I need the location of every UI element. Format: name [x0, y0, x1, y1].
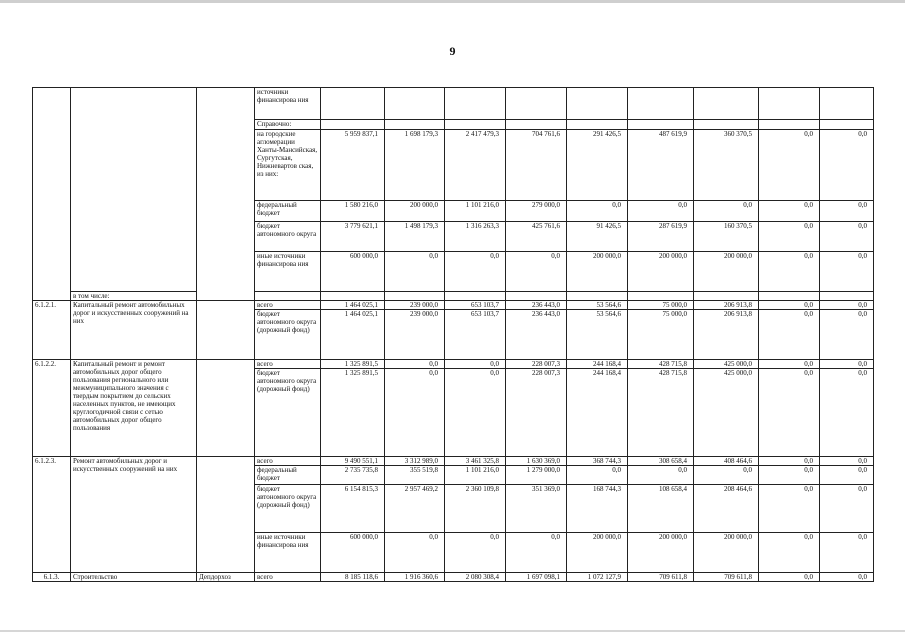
cell-value: 279 000,0 — [506, 201, 567, 222]
cell-value — [820, 88, 874, 120]
cell-value — [506, 120, 567, 130]
cell-value: 200 000,0 — [694, 252, 759, 292]
cell-value: 200 000,0 — [567, 252, 628, 292]
cell-value: 108 658,4 — [628, 485, 694, 533]
cell-value — [694, 292, 759, 301]
cell-value — [820, 292, 874, 301]
row-source: всего — [255, 573, 321, 582]
cell-value: 1 325 891,5 — [321, 360, 385, 369]
cell-value: 653 103,7 — [445, 301, 506, 310]
budget-table — [32, 87, 874, 582]
cell-value: 368 744,3 — [567, 457, 628, 466]
cell-value: 0,0 — [759, 310, 820, 360]
row-name — [71, 88, 197, 292]
cell-value — [567, 88, 628, 120]
cell-value: 1 580 216,0 — [321, 201, 385, 222]
cell-value: 228 007,3 — [506, 369, 567, 457]
cell-value: 0,0 — [820, 301, 874, 310]
cell-value: 0,0 — [567, 201, 628, 222]
row-executor — [197, 88, 255, 301]
cell-value: 3 779 621,1 — [321, 222, 385, 252]
row-name: Строительство — [71, 573, 197, 582]
cell-value: 168 744,3 — [567, 485, 628, 533]
cell-value: 600 000,0 — [321, 252, 385, 292]
cell-value: 0,0 — [820, 201, 874, 222]
cell-value: 1 072 127,9 — [567, 573, 628, 582]
cell-value: 0,0 — [820, 573, 874, 582]
row-id: 6.1.2.3. — [33, 457, 71, 573]
cell-value: 0,0 — [385, 360, 445, 369]
cell-value: 1 698 179,3 — [385, 130, 445, 201]
row-source: иные источники финансирова ния — [255, 252, 321, 292]
cell-value — [445, 120, 506, 130]
cell-value: 239 000,0 — [385, 310, 445, 360]
cell-value: 0,0 — [445, 360, 506, 369]
cell-value: 704 761,6 — [506, 130, 567, 201]
cell-value: 0,0 — [759, 533, 820, 573]
cell-value: 0,0 — [759, 201, 820, 222]
cell-value: 91 426,5 — [567, 222, 628, 252]
cell-value: 408 464,6 — [694, 457, 759, 466]
cell-value — [628, 88, 694, 120]
row-source: на городские агломерации Ханты-Мансийская, Сургутская, Нижневартов ская, из них: — [255, 130, 321, 201]
cell-value — [321, 120, 385, 130]
cell-value: 244 168,4 — [567, 360, 628, 369]
cell-value: 287 619,9 — [628, 222, 694, 252]
cell-value — [506, 88, 567, 120]
cell-value — [321, 292, 385, 301]
cell-value: 0,0 — [820, 369, 874, 457]
cell-value — [567, 292, 628, 301]
cell-value: 5 959 837,1 — [321, 130, 385, 201]
cell-value: 0,0 — [820, 466, 874, 485]
cell-value: 1 498 179,3 — [385, 222, 445, 252]
cell-value: 0,0 — [759, 573, 820, 582]
row-source: бюджет автономного округа (дорожный фонд) — [255, 369, 321, 457]
cell-value: 0,0 — [759, 485, 820, 533]
cell-value: 0,0 — [759, 466, 820, 485]
cell-value: 2 957 469,2 — [385, 485, 445, 533]
cell-value: 351 369,0 — [506, 485, 567, 533]
cell-value: 0,0 — [820, 252, 874, 292]
cell-value: 0,0 — [445, 252, 506, 292]
cell-value: 200 000,0 — [628, 533, 694, 573]
row-id: 6.1.2.2. — [33, 360, 71, 457]
cell-value: 0,0 — [820, 485, 874, 533]
cell-value — [628, 120, 694, 130]
cell-value — [385, 120, 445, 130]
cell-value: 0,0 — [628, 466, 694, 485]
cell-value: 0,0 — [820, 130, 874, 201]
cell-value: 0,0 — [567, 466, 628, 485]
row-source: иные источники финансирова ния — [255, 533, 321, 573]
cell-value: 200 000,0 — [694, 533, 759, 573]
cell-value: 291 426,5 — [567, 130, 628, 201]
row-source: всего — [255, 457, 321, 466]
cell-value: 200 000,0 — [567, 533, 628, 573]
cell-value: 8 185 118,6 — [321, 573, 385, 582]
cell-value: 653 103,7 — [445, 310, 506, 360]
cell-value: 239 000,0 — [385, 301, 445, 310]
cell-value — [759, 292, 820, 301]
cell-value: 236 443,0 — [506, 310, 567, 360]
cell-value: 360 370,5 — [694, 130, 759, 201]
row-name: Капитальный ремонт и ремонт автомобильных дорог общего пользования регионального или межмуниципального значения с твердым покрытием до сельских населенных пунктов, не имеющих круглогодичной связи с сетью автомобильных дорог общего пользования — [71, 360, 197, 457]
cell-value: 0,0 — [759, 252, 820, 292]
row-source: федеральный бюджет — [255, 201, 321, 222]
cell-value: 2 360 109,8 — [445, 485, 506, 533]
cell-value: 0,0 — [820, 533, 874, 573]
cell-value: 1 279 000,0 — [506, 466, 567, 485]
row-executor — [197, 360, 255, 457]
cell-value: 53 564,6 — [567, 301, 628, 310]
cell-value: 200 000,0 — [628, 252, 694, 292]
row-source: всего — [255, 360, 321, 369]
cell-value: 0,0 — [445, 369, 506, 457]
cell-value: 244 168,4 — [567, 369, 628, 457]
row-source: всего — [255, 301, 321, 310]
cell-value: 0,0 — [694, 466, 759, 485]
cell-value: 3 312 989,0 — [385, 457, 445, 466]
cell-value — [759, 120, 820, 130]
row-source: федеральный бюджет — [255, 466, 321, 485]
cell-value: 0,0 — [759, 457, 820, 466]
cell-value — [567, 120, 628, 130]
cell-value: 0,0 — [759, 360, 820, 369]
cell-value — [445, 88, 506, 120]
cell-value — [820, 120, 874, 130]
cell-value: 206 913,8 — [694, 310, 759, 360]
scan-edge-bottom — [0, 630, 905, 632]
cell-value: 2 417 479,3 — [445, 130, 506, 201]
cell-value: 206 913,8 — [694, 301, 759, 310]
cell-value: 0,0 — [820, 360, 874, 369]
cell-value: 2 080 308,4 — [445, 573, 506, 582]
cell-value: 236 443,0 — [506, 301, 567, 310]
cell-value: 1 316 263,3 — [445, 222, 506, 252]
cell-value: 6 154 815,3 — [321, 485, 385, 533]
table-row — [33, 88, 874, 120]
cell-value: 1 697 098,1 — [506, 573, 567, 582]
row-executor — [197, 301, 255, 360]
row-name: Капитальный ремонт автомобильных дорог и искусственных сооружений на них — [71, 301, 197, 360]
cell-value: 1 325 891,5 — [321, 369, 385, 457]
cell-value: 425 000,0 — [694, 360, 759, 369]
table-row — [33, 573, 874, 582]
row-id: 6.1.2.1. — [33, 301, 71, 360]
row-source: бюджет автономного округа (дорожный фонд) — [255, 485, 321, 533]
cell-value — [759, 88, 820, 120]
cell-value: 53 564,6 — [567, 310, 628, 360]
cell-value: 425 761,6 — [506, 222, 567, 252]
row-source: бюджет автономного округа — [255, 222, 321, 252]
cell-value: 0,0 — [445, 533, 506, 573]
cell-value: 487 619,9 — [628, 130, 694, 201]
cell-value: 1 464 025,1 — [321, 310, 385, 360]
row-executor: Депдорхоз — [197, 573, 255, 582]
cell-value: 0,0 — [694, 201, 759, 222]
cell-value: 308 658,4 — [628, 457, 694, 466]
cell-value: 208 464,6 — [694, 485, 759, 533]
cell-value: 355 519,8 — [385, 466, 445, 485]
cell-value: 600 000,0 — [321, 533, 385, 573]
row-executor — [197, 457, 255, 573]
cell-value: 1 630 369,0 — [506, 457, 567, 466]
cell-value — [321, 88, 385, 120]
cell-value: 0,0 — [385, 533, 445, 573]
cell-value: 0,0 — [506, 533, 567, 573]
row-id: 6.1.3. — [33, 573, 71, 582]
cell-value: 709 611,8 — [628, 573, 694, 582]
cell-value: 200 000,0 — [385, 201, 445, 222]
row-source: Справочно: — [255, 120, 321, 130]
cell-value: 0,0 — [759, 301, 820, 310]
cell-value: 0,0 — [820, 310, 874, 360]
cell-value: 0,0 — [820, 222, 874, 252]
cell-value — [385, 292, 445, 301]
cell-value: 0,0 — [506, 252, 567, 292]
row-source: источники финансирова ния — [255, 88, 321, 120]
row-id — [33, 88, 71, 301]
cell-value: 9 490 551,1 — [321, 457, 385, 466]
table-row — [33, 457, 874, 466]
cell-value: 1 101 216,0 — [445, 466, 506, 485]
table-row — [33, 301, 874, 310]
cell-value: 75 000,0 — [628, 301, 694, 310]
cell-value: 0,0 — [759, 369, 820, 457]
cell-value — [628, 292, 694, 301]
cell-value: 228 007,3 — [506, 360, 567, 369]
row-name: в том числе: — [71, 292, 197, 301]
cell-value: 1 101 216,0 — [445, 201, 506, 222]
cell-value: 75 000,0 — [628, 310, 694, 360]
cell-value: 0,0 — [759, 130, 820, 201]
cell-value — [445, 292, 506, 301]
page-number: 9 — [449, 44, 456, 58]
cell-value — [694, 120, 759, 130]
cell-value: 160 370,5 — [694, 222, 759, 252]
cell-value: 428 715,8 — [628, 369, 694, 457]
table-row — [33, 292, 874, 301]
row-name: Ремонт автомобильных дорог и искусственных сооружений на них — [71, 457, 197, 573]
cell-value — [385, 88, 445, 120]
cell-value: 0,0 — [385, 252, 445, 292]
cell-value: 0,0 — [385, 369, 445, 457]
cell-value: 0,0 — [820, 457, 874, 466]
cell-value: 0,0 — [759, 222, 820, 252]
cell-value — [506, 292, 567, 301]
cell-value: 0,0 — [628, 201, 694, 222]
row-source — [255, 292, 321, 301]
cell-value: 1 916 360,6 — [385, 573, 445, 582]
cell-value: 2 735 735,8 — [321, 466, 385, 485]
row-source: бюджет автономного округа (дорожный фонд) — [255, 310, 321, 360]
cell-value: 3 461 325,8 — [445, 457, 506, 466]
table-row — [33, 360, 874, 369]
cell-value: 1 464 025,1 — [321, 301, 385, 310]
cell-value: 425 000,0 — [694, 369, 759, 457]
cell-value: 428 715,8 — [628, 360, 694, 369]
cell-value — [694, 88, 759, 120]
scan-edge-top — [0, 0, 905, 3]
cell-value: 709 611,8 — [694, 573, 759, 582]
